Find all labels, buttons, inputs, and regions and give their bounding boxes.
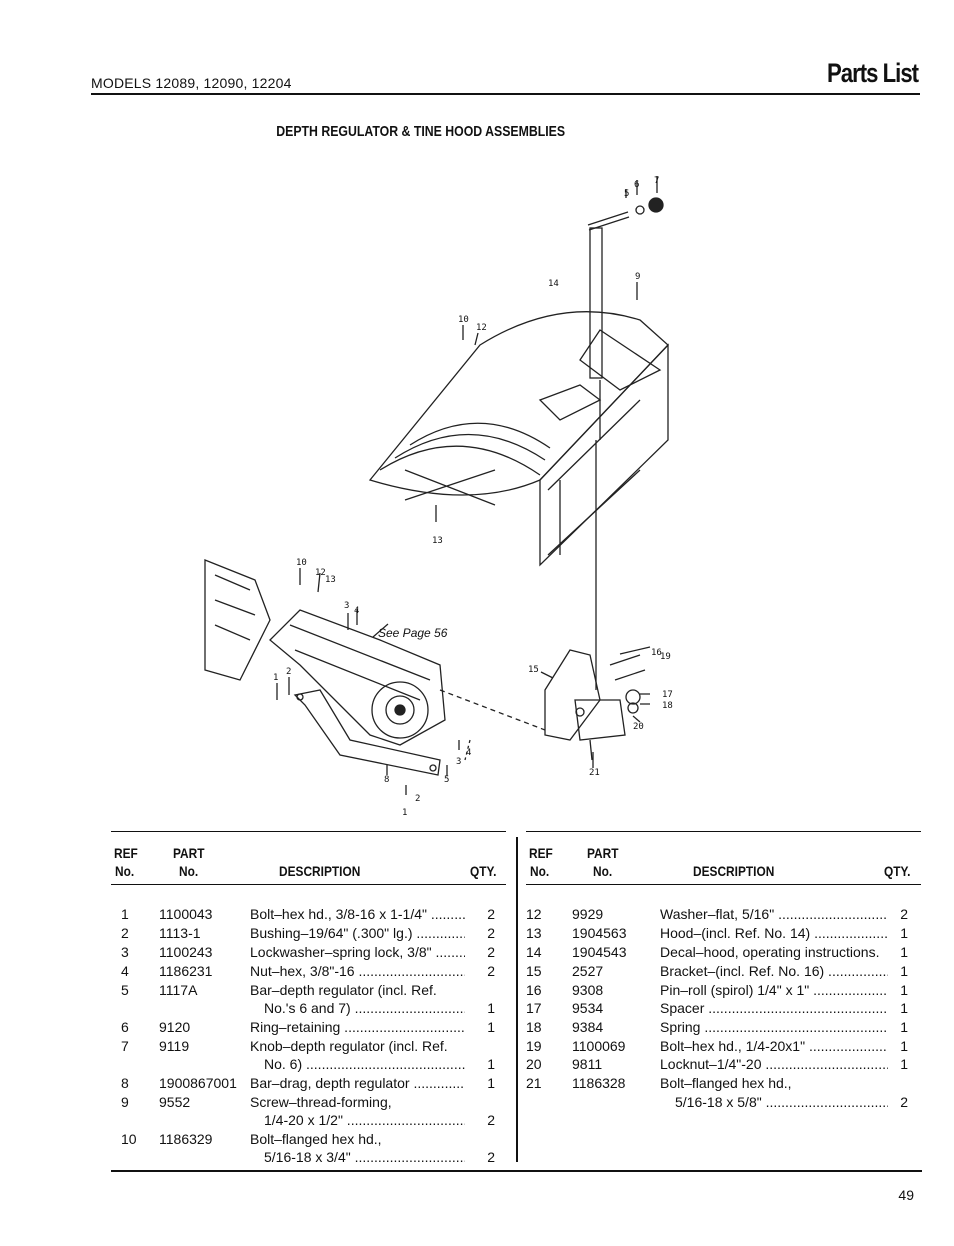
callout-1-lower: 1 [402, 808, 408, 818]
description-cell: Knob–depth regulator (incl. Ref. [250, 1038, 448, 1054]
callout-17: 17 [662, 690, 673, 700]
right-header-description: DESCRIPTION [693, 863, 775, 879]
part-cell: 2527 [572, 963, 604, 979]
left-header-part: PART [173, 845, 205, 861]
qty-cell: 1 [487, 1019, 495, 1035]
callout-12-lower: 12 [315, 568, 326, 578]
qty-cell: 1 [900, 1019, 908, 1035]
table-row [526, 1094, 921, 1113]
left-header-description: DESCRIPTION [279, 863, 361, 879]
table-row [111, 1075, 506, 1094]
table-row [111, 1019, 506, 1038]
ref-cell: 18 [526, 1019, 542, 1035]
part-cell: 1900867001 [159, 1075, 237, 1091]
description-cell: Screw–thread-forming, [250, 1094, 392, 1110]
table-row [526, 982, 921, 1001]
table-row [111, 906, 506, 925]
callout-8: 8 [384, 775, 390, 785]
table-column-divider [516, 837, 518, 1162]
callout-15: 15 [528, 665, 539, 675]
table-header-rule-right [526, 884, 921, 885]
ref-cell: 16 [526, 982, 542, 998]
table-row [111, 1094, 506, 1113]
description-cell: Locknut–1/4"-20 ..... [660, 1056, 888, 1072]
callout-19: 19 [660, 652, 671, 662]
callout-2-left: 2 [286, 667, 292, 677]
table-row [526, 1075, 921, 1094]
part-cell: 1186328 [572, 1075, 626, 1091]
description-cell: Bolt–hex hd., 1/4-20x1" ..... [660, 1038, 888, 1054]
table-row [111, 925, 506, 944]
ref-cell: 5 [121, 982, 129, 998]
table-row [111, 1038, 506, 1057]
part-cell: 1117A [159, 982, 198, 998]
qty-cell: 2 [487, 906, 495, 922]
table-row [526, 925, 921, 944]
part-cell: 1904563 [572, 925, 627, 941]
table-row [111, 963, 506, 982]
transmission-drawing [205, 560, 445, 745]
models-label: MODELS 12089, 12090, 12204 [91, 75, 292, 91]
description-cell: Bar–depth regulator (incl. Ref. [250, 982, 437, 998]
qty-cell: 1 [487, 1075, 495, 1091]
description-cell: Pin–roll (spirol) 1/4" x 1" ..... [660, 982, 888, 998]
right-header-part-no: No. [593, 863, 613, 879]
qty-cell: 1 [900, 1056, 908, 1072]
callout-14: 14 [548, 279, 559, 289]
callout-10-hood: 10 [458, 315, 469, 325]
table-row [111, 1000, 506, 1019]
part-cell: 1100043 [159, 906, 213, 922]
section-title: DEPTH REGULATOR & TINE HOOD ASSEMBLIES [276, 123, 566, 140]
left-header-ref: REF [114, 845, 138, 861]
qty-cell: 2 [900, 906, 908, 922]
right-header-part: PART [587, 845, 619, 861]
callout-7-top: 7 [654, 176, 660, 186]
ref-cell: 17 [526, 1000, 542, 1016]
page-number: 49 [898, 1187, 914, 1203]
right-header-ref-no: No. [530, 863, 550, 879]
callout-6-top: 6 [634, 180, 640, 190]
left-header-part-no: No. [179, 863, 199, 879]
description-cell: Decal–hood, operating instructions. [660, 944, 880, 960]
qty-cell: 2 [487, 963, 495, 979]
table-top-rule-right [526, 831, 921, 832]
table-row [111, 1149, 506, 1168]
callout-4-upper: 4 [354, 606, 360, 616]
description-cell: Lockwasher–spring lock, 3/8" ..... [250, 944, 465, 960]
callout-5-top: 5 [624, 189, 630, 199]
description-cell: Bushing–19/64" (.300" lg.) ..... [250, 925, 465, 941]
tine-hood-drawing [370, 312, 668, 565]
left-header-qty: QTY. [470, 863, 497, 879]
see-page-56-note: See Page 56 [378, 626, 448, 640]
callout-4-lower: 4 [466, 748, 472, 758]
table-row [526, 906, 921, 925]
table-row [526, 1038, 921, 1057]
ref-cell: 4 [121, 963, 129, 979]
ref-cell: 15 [526, 963, 542, 979]
table-row [111, 1131, 506, 1150]
description-cell: No. 6) ..... [264, 1056, 465, 1072]
table-row [111, 1056, 506, 1075]
callout-21: 21 [589, 768, 600, 778]
part-cell: 9119 [159, 1038, 190, 1054]
table-header-rule-left [111, 884, 506, 885]
table-row [111, 982, 506, 1001]
qty-cell: 2 [487, 925, 495, 941]
ref-cell: 20 [526, 1056, 542, 1072]
ref-cell: 21 [526, 1075, 542, 1091]
callout-20: 20 [633, 722, 644, 732]
description-cell: 5/16-18 x 5/8" ..... [675, 1094, 888, 1110]
description-cell: Bolt–hex hd., 3/8-16 x 1-1/4" ..... [250, 906, 465, 922]
table-row [526, 1019, 921, 1038]
description-cell: No.'s 6 and 7) ..... [264, 1000, 465, 1016]
callout-12-hood: 12 [476, 323, 487, 333]
table-row [526, 944, 921, 963]
part-cell: 1100069 [572, 1038, 626, 1054]
table-row [526, 1056, 921, 1075]
right-header-ref: REF [529, 845, 553, 861]
table-row [526, 1000, 921, 1019]
part-cell: 9308 [572, 982, 604, 998]
qty-cell: 2 [487, 944, 495, 960]
callout-13-hood: 13 [432, 536, 443, 546]
table-row [111, 944, 506, 963]
qty-cell: 1 [487, 1056, 495, 1072]
page-title: Parts List [826, 58, 918, 88]
table-top-rule-left [111, 831, 506, 832]
ref-cell: 8 [121, 1075, 129, 1091]
part-cell: 1186329 [159, 1131, 213, 1147]
description-cell: 5/16-18 x 3/4" ..... [264, 1149, 465, 1165]
part-cell: 1100243 [159, 944, 213, 960]
callout-2-lower: 2 [415, 794, 421, 804]
ref-cell: 7 [121, 1038, 129, 1054]
qty-cell: 2 [900, 1094, 908, 1110]
callout-16: 16 [651, 648, 662, 658]
description-cell: 1/4-20 x 1/2" ..... [264, 1112, 465, 1128]
right-header-qty: QTY. [884, 863, 911, 879]
callout-3-upper: 3 [344, 601, 350, 611]
part-cell: 9929 [572, 906, 604, 922]
part-cell: 1113-1 [159, 925, 201, 941]
table-bottom-rule [111, 1170, 922, 1172]
qty-cell: 1 [900, 1000, 908, 1016]
description-cell: Nut–hex, 3/8"-16 ..... [250, 963, 465, 979]
ref-cell: 19 [526, 1038, 542, 1054]
callout-10-lower: 10 [296, 558, 307, 568]
part-cell: 9120 [159, 1019, 191, 1035]
ref-cell: 13 [526, 925, 542, 941]
description-cell: Bracket–(incl. Ref. No. 16) ..... [660, 963, 888, 979]
qty-cell: 1 [900, 982, 908, 998]
ref-cell: 14 [526, 944, 542, 960]
ref-cell: 2 [121, 925, 129, 941]
qty-cell: 1 [900, 944, 908, 960]
bracket-drawing [545, 650, 645, 760]
qty-cell: 1 [900, 1038, 908, 1054]
part-cell: 9384 [572, 1019, 604, 1035]
description-cell: Washer–flat, 5/16" ..... [660, 906, 888, 922]
part-cell: 9534 [572, 1000, 604, 1016]
qty-cell: 2 [487, 1112, 495, 1128]
description-cell: Ring–retaining ..... [250, 1019, 465, 1035]
qty-cell: 1 [487, 1000, 495, 1016]
callout-18: 18 [662, 701, 673, 711]
qty-cell: 1 [900, 963, 908, 979]
table-row [526, 963, 921, 982]
qty-cell: 1 [900, 925, 908, 941]
part-cell: 1904543 [572, 944, 627, 960]
ref-cell: 1 [121, 906, 129, 922]
ref-cell: 3 [121, 944, 129, 960]
description-cell: Bar–drag, depth regulator ..... [250, 1075, 465, 1091]
ref-cell: 12 [526, 906, 542, 922]
ref-cell: 9 [121, 1094, 129, 1110]
depth-regulator-bar-drawing [588, 198, 663, 690]
description-cell: Spacer ..... [660, 1000, 888, 1016]
table-row [111, 1112, 506, 1131]
description-cell: Spring ..... [660, 1019, 888, 1035]
description-cell: Bolt–flanged hex hd., [660, 1075, 792, 1091]
description-cell: Bolt–flanged hex hd., [250, 1131, 382, 1147]
left-header-ref-no: No. [115, 863, 135, 879]
description-cell: Hood–(incl. Ref. No. 14) ..... [660, 925, 888, 941]
part-cell: 9811 [572, 1056, 603, 1072]
callout-5-lower: 5 [444, 775, 450, 785]
ref-cell: 10 [121, 1131, 137, 1147]
ref-cell: 6 [121, 1019, 129, 1035]
callout-1-left: 1 [273, 673, 279, 683]
part-cell: 1186231 [159, 963, 213, 979]
qty-cell: 2 [487, 1149, 495, 1165]
callout-3-lower: 3 [456, 757, 462, 767]
callout-13-lower: 13 [325, 575, 336, 585]
callout-9: 9 [635, 272, 641, 282]
part-cell: 9552 [159, 1094, 191, 1110]
